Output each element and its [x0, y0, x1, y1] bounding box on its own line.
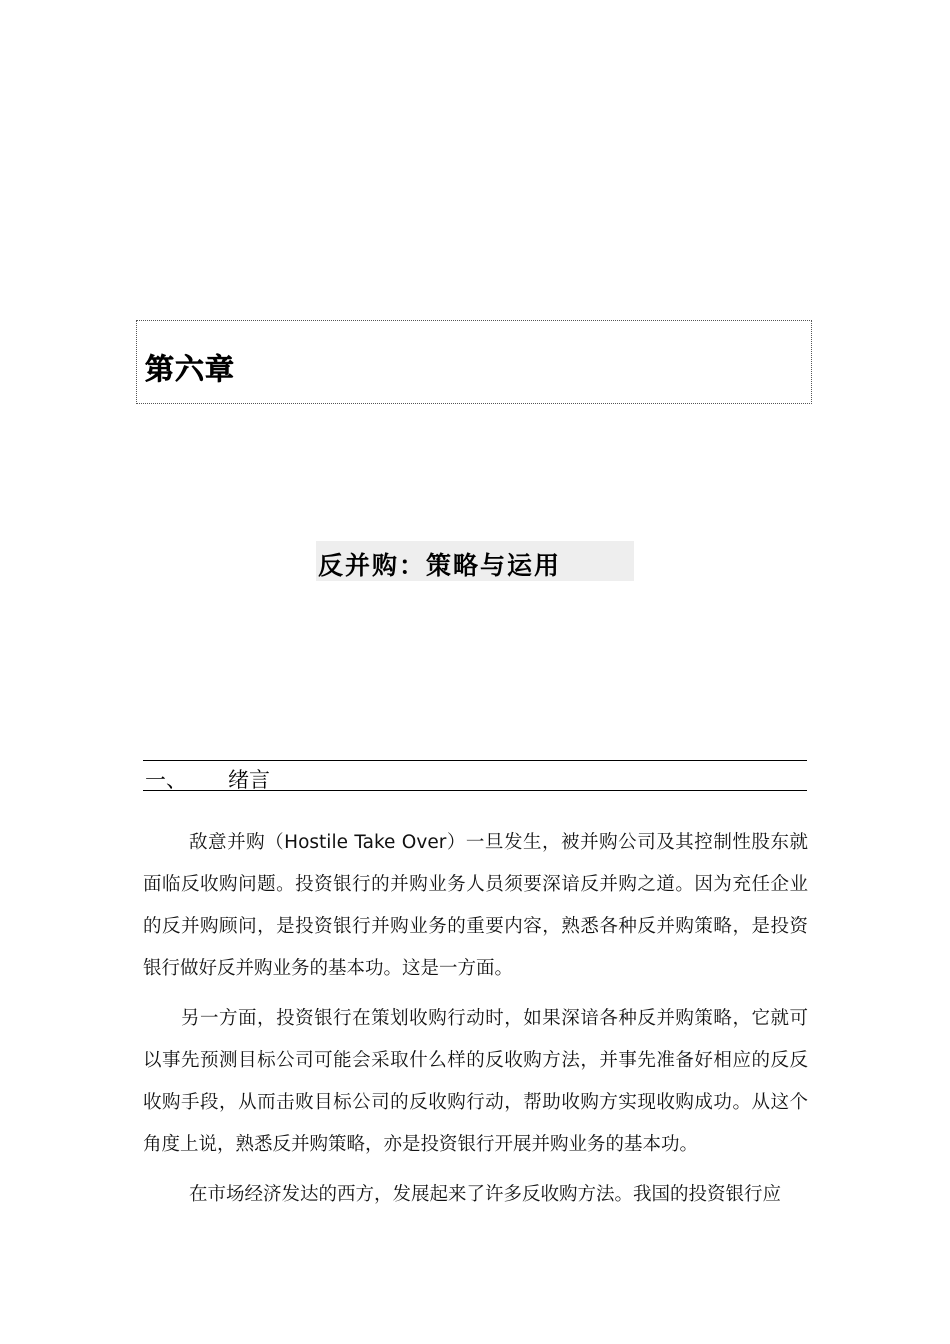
chapter-subtitle-box	[316, 541, 634, 581]
section-title: 绪言	[228, 768, 270, 792]
chapter-title: 第六章	[145, 352, 236, 386]
chapter-title-box	[136, 320, 812, 404]
section-heading	[143, 760, 807, 791]
paragraph-3: 在市场经济发达的西方，发展起来了许多反收购方法。我国的投资银行应	[189, 1184, 782, 1205]
chapter-subtitle: 反并购：策略与运用	[318, 551, 562, 580]
body-text	[143, 822, 808, 1216]
paragraph-1: 敌意并购（Hostile Take Over）一旦发生，被并购公司及其控制性股东就面临反收购问题。投资银行的并购业务人员须要深谙反并购之道。因为充任企业的反并购顾问，是投资银行并购业务的重要内容，熟悉各种反并购策略，是投资银行做好反并购业务的基本功。这是一方面。	[143, 832, 808, 979]
section-number: 一、	[145, 768, 187, 792]
paragraph-2: 另一方面，投资银行在策划收购行动时，如果深谙各种反并购策略，它就可以事先预测目标公司可能会采取什么样的反收购方法，并事先准备好相应的反反收购手段，从而击败目标公司的反收购行动，帮助收购方实现收购成功。从这个角度上说，熟悉反并购策略，亦是投资银行开展并购业务的基本功。	[143, 1008, 808, 1155]
